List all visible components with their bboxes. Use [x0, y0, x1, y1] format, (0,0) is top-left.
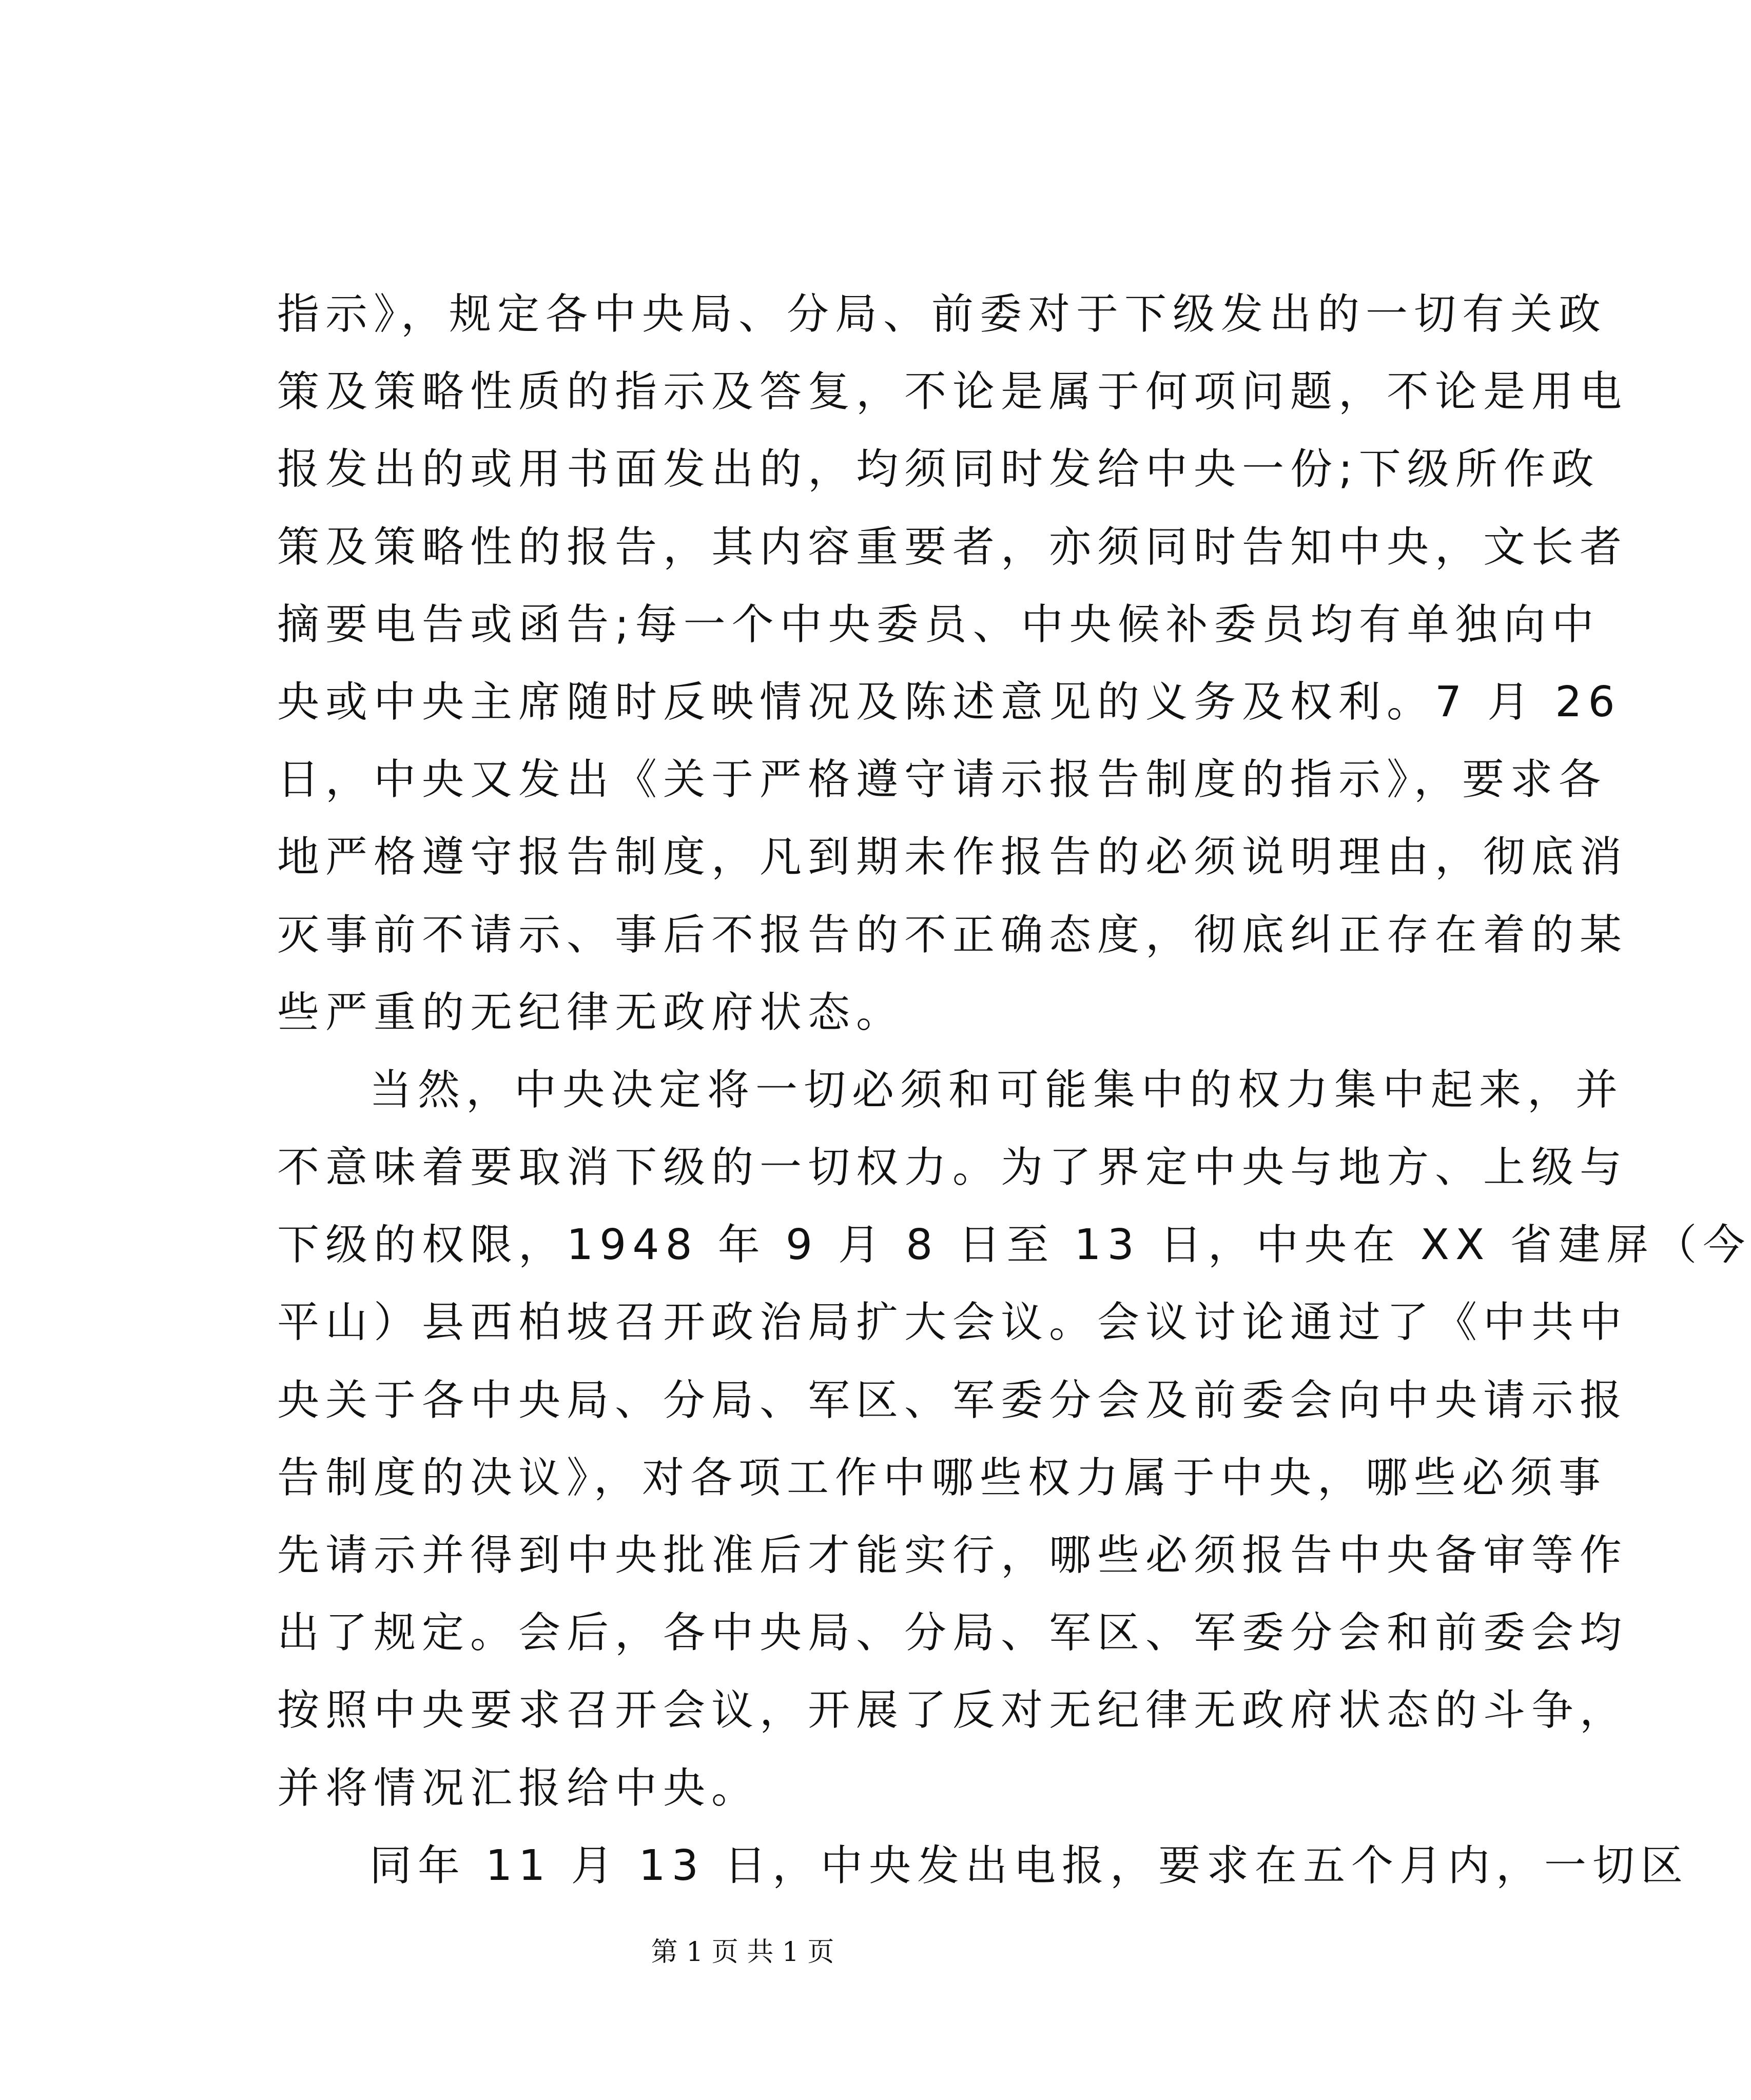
- text-line: 指示》，规定各中央局、分局、前委对于下级发出的一切有关政: [277, 290, 1607, 339]
- text-line: 灭事前不请示、事后不报告的不正确态度，彻底纠正存在着的某: [277, 910, 1628, 959]
- body-text: [277, 276, 1751, 1905]
- text-line: 些严重的无纪律无政府状态。: [277, 988, 905, 1037]
- text-line: 央或中央主席随时反映情况及陈述意见的义务及权利。7 月 26: [277, 677, 1621, 727]
- page-footer: 第 1 页 共 1 页: [651, 1937, 834, 1968]
- text-line: 下级的权限，1948 年 9 月 8 日至 13 日，中央在 XX 省建屏（今: [277, 1221, 1751, 1270]
- text-line: 当然，中央决定将一切必须和可能集中的权力集中起来，并: [369, 1065, 1624, 1114]
- text-line: 同年 11 月 13 日，中央发出电报，要求在五个月内，一切区: [369, 1841, 1689, 1890]
- text-line: 不意味着要取消下级的一切权力。为了界定中央与地方、上级与: [277, 1143, 1628, 1192]
- text-line: 央关于各中央局、分局、军区、军委分会及前委会向中央请示报: [277, 1376, 1628, 1425]
- text-line: 平山）县西柏坡召开政治局扩大会议。会议讨论通过了《中共中: [277, 1298, 1628, 1347]
- text-line: 策及策略性质的指示及答复，不论是属于何项问题，不论是用电: [277, 367, 1628, 417]
- text-line: 按照中央要求召开会议，开展了反对无纪律无政府状态的斗争，: [277, 1686, 1628, 1735]
- text-line: 日，中央又发出《关于严格遵守请示报告制度的指示》，要求各: [277, 755, 1607, 804]
- text-line: 地严格遵守报告制度，凡到期未作报告的必须说明理由，彻底消: [277, 833, 1628, 882]
- text-line: 告制度的决议》，对各项工作中哪些权力属于中央，哪些必须事: [277, 1453, 1607, 1502]
- text-line: 并将情况汇报给中央。: [277, 1763, 760, 1813]
- text-line: 报发出的或用书面发出的，均须同时发给中央一份;下级所作政: [277, 445, 1600, 494]
- text-line: 摘要电告或函告;每一个中央委员、中央候补委员均有单独向中: [277, 600, 1600, 649]
- text-line: 策及策略性的报告，其内容重要者，亦须同时告知中央，文长者: [277, 522, 1628, 572]
- text-line: 出了规定。会后，各中央局、分局、军区、军委分会和前委会均: [277, 1608, 1628, 1658]
- text-line: 先请示并得到中央批准后才能实行，哪些必须报告中央备审等作: [277, 1531, 1628, 1580]
